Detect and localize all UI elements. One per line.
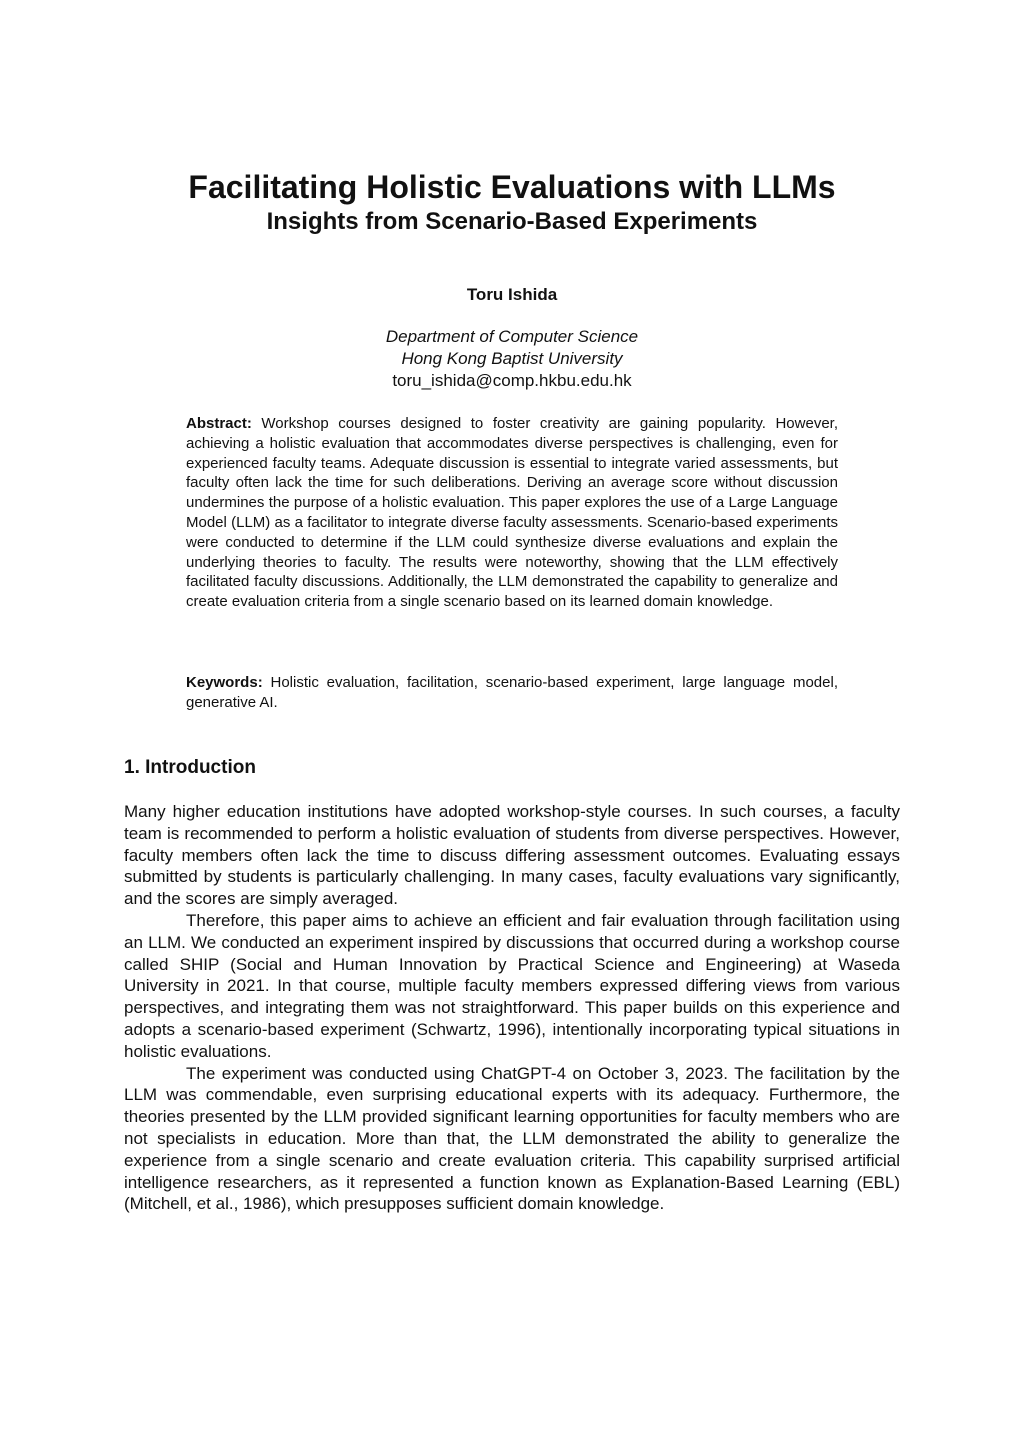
abstract: [186, 414, 838, 612]
abstract-text: Workshop courses designed to foster creativity are gaining popularity. However, achieving a holistic evaluation that accommodates diverse perspectives is challenging, even for experienced faculty teams. Adequate discussion is essential to integrate varied assessments, but faculty often lack the time for such deliberations. Deriving an average score without discussion undermines the purpose of a holistic evaluation. This paper explores the use of a Large Language Model (LLM) as a facilitator to integrate diverse faculty assessments. Scenario-based experiments were conducted to determine if the LLM could synthesize diverse evaluations and explain the underlying theories to faculty. The results were noteworthy, showing that the LLM effectively facilitated faculty discussions. Additionally, the LLM demonstrated the capability to generalize and create evaluation criteria from a single scenario based on its learned domain knowledge.: [186, 415, 838, 611]
author-affiliation: [0, 326, 1024, 392]
author-email: toru_ishida@comp.hkbu.edu.hk: [392, 371, 632, 390]
paragraph: Therefore, this paper aims to achieve an efficient and fair evaluation through facilitation using an LLM. We conducted an experiment inspired by discussions that occurred during a workshop course called SHIP (Social and Human Innovation by Practical Science and Engineering) at Waseda University in 2021. In that course, multiple faculty members expressed differing views from various perspectives, and integrating them was not straightforward. This paper builds on this experience and adopts a scenario-based experiment (Schwartz, 1996), intentionally incorporating typical situations in holistic evaluations.: [124, 910, 900, 1061]
university: Hong Kong Baptist University: [401, 349, 623, 368]
paragraph: The experiment was conducted using ChatGPT-4 on October 3, 2023. The facilitation by the LLM was commendable, even surprising educational experts with its adequacy. Furthermore, the theories presented by the LLM provided significant learning opportunities for faculty members who are not specialists in education. More than that, the LLM demonstrated the ability to generalize the experience from a single scenario and create evaluation criteria. This capability surprised artificial intelligence researchers, as it represented a function known as Explanation-Based Learning (EBL) (Mitchell, et al., 1986), which presupposes sufficient domain knowledge.: [124, 1063, 900, 1214]
keywords: [186, 673, 838, 713]
keywords-label: Keywords:: [186, 674, 263, 691]
keywords-text: Holistic evaluation, facilitation, scenario-based experiment, large language model, generative AI.: [186, 674, 838, 711]
section-heading: 1. Introduction: [124, 757, 256, 778]
paper-subtitle: Insights from Scenario-Based Experiments: [266, 208, 758, 235]
paper-title: Facilitating Holistic Evaluations with LLMs: [188, 169, 836, 205]
department: Department of Computer Science: [385, 327, 639, 346]
section-body: [124, 801, 900, 1215]
author-name: Toru Ishida: [466, 285, 558, 304]
abstract-label: Abstract:: [186, 415, 252, 432]
paragraph: Many higher education institutions have adopted workshop-style courses. In such courses, a faculty team is recommended to perform a holistic evaluation of students from diverse perspectives. However, faculty members often lack the time to discuss differing assessment outcomes. Evaluating essays submitted by students is particularly challenging. In many cases, faculty evaluations vary significantly, and the scores are simply averaged.: [124, 802, 900, 909]
